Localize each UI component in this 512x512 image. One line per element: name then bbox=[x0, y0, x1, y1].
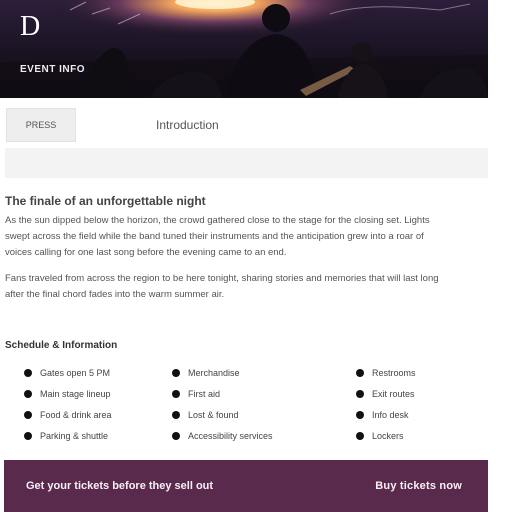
bullet-icon bbox=[172, 390, 180, 398]
bullet-icon bbox=[24, 390, 32, 398]
bullet-icon bbox=[172, 432, 180, 440]
list-item[interactable]: Info desk bbox=[356, 404, 416, 425]
intro-section bbox=[5, 194, 445, 313]
bullet-icon bbox=[24, 411, 32, 419]
hero-banner bbox=[0, 0, 488, 98]
list-item[interactable]: Restrooms bbox=[356, 362, 416, 383]
buy-tickets-link[interactable]: Buy tickets now bbox=[375, 480, 462, 492]
bullet-icon bbox=[172, 411, 180, 419]
bullet-icon bbox=[356, 390, 364, 398]
list-item[interactable]: Merchandise bbox=[172, 362, 273, 383]
divider-bar bbox=[5, 148, 488, 178]
intro-heading: The finale of an unforgettable night bbox=[5, 194, 206, 208]
intro-paragraph-2: Fans traveled from across the region to be here tonight, sharing stories and memories that will last long after the final chord fades into the warm summer air. bbox=[5, 273, 439, 300]
schedule-heading: Schedule & Information bbox=[5, 340, 118, 351]
list-item[interactable]: Accessibility services bbox=[172, 425, 273, 446]
list-column-1 bbox=[24, 362, 112, 446]
bullet-icon bbox=[24, 369, 32, 377]
bullet-icon bbox=[356, 411, 364, 419]
section-title: Introduction bbox=[156, 118, 219, 132]
list-item[interactable]: First aid bbox=[172, 383, 273, 404]
list-item[interactable]: Gates open 5 PM bbox=[24, 362, 112, 383]
bullet-icon bbox=[172, 369, 180, 377]
bullet-icon bbox=[24, 432, 32, 440]
bullet-icon bbox=[356, 432, 364, 440]
footer-banner bbox=[4, 460, 488, 512]
list-column-2 bbox=[172, 362, 273, 446]
list-item[interactable]: Exit routes bbox=[356, 383, 416, 404]
list-item[interactable]: Lockers bbox=[356, 425, 416, 446]
hero-caption: EVENT INFO bbox=[20, 64, 86, 75]
site-logo[interactable]: D bbox=[20, 11, 41, 42]
list-item[interactable]: Food & drink area bbox=[24, 404, 112, 425]
footer-message: Get your tickets before they sell out bbox=[26, 480, 214, 492]
concert-photo-icon bbox=[0, 0, 488, 98]
list-column-3 bbox=[356, 362, 416, 446]
tab-press[interactable]: PRESS bbox=[6, 108, 76, 142]
list-item[interactable]: Lost & found bbox=[172, 404, 273, 425]
bullet-icon bbox=[356, 369, 364, 377]
intro-paragraph-1: As the sun dipped below the horizon, the crowd gathered close to the stage for the closing set. Lights swept across the field while the band tuned their instruments and the anticipation grew into a roar of voices calling for one last song before the evening came to an end. bbox=[5, 215, 430, 258]
list-item[interactable]: Parking & shuttle bbox=[24, 425, 112, 446]
list-item[interactable]: Main stage lineup bbox=[24, 383, 112, 404]
